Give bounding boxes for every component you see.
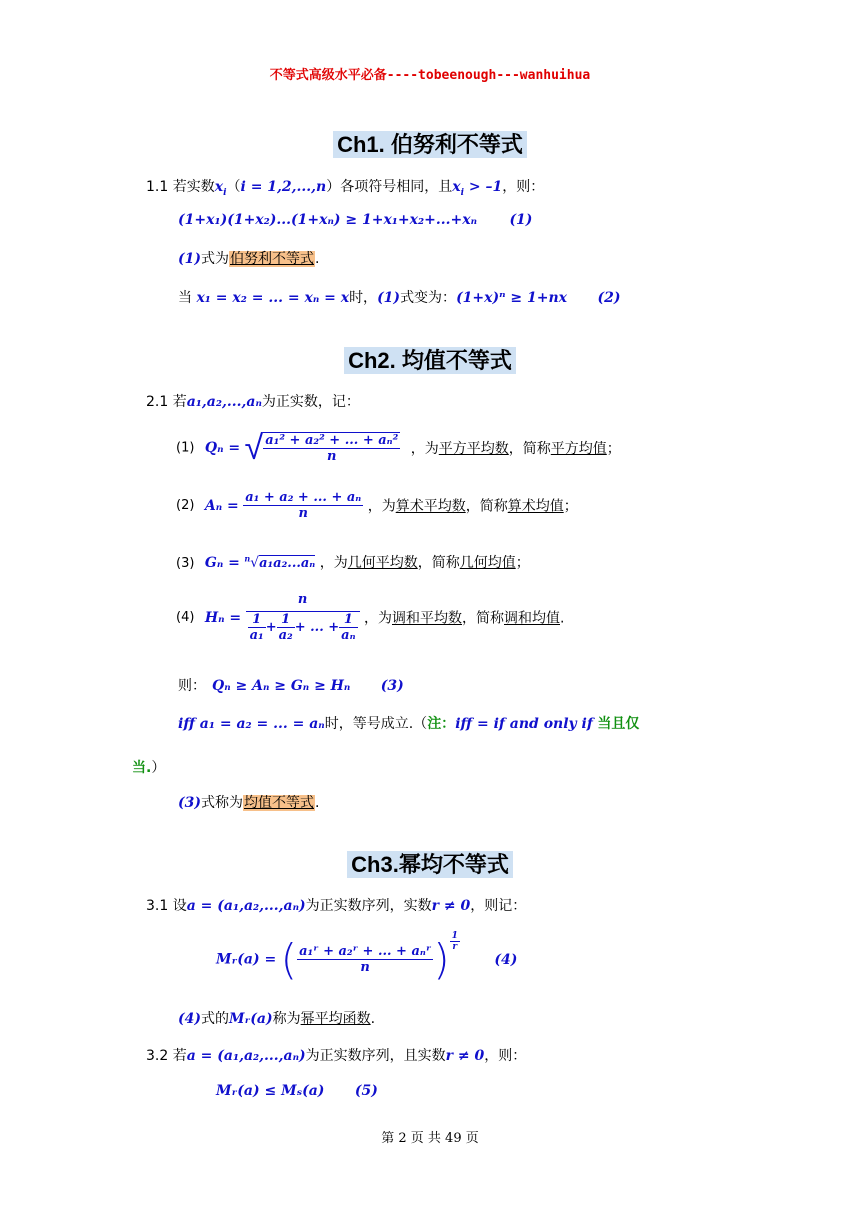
section-title-ch1: Ch1. 伯努利不等式 (333, 131, 527, 158)
ch1-line-1 (146, 176, 544, 198)
highlight-term: 伯努利不等式 (230, 251, 314, 267)
ch2-line-1: 2.1 若a₁,a₂,...,aₙ为正实数，记： (146, 394, 360, 410)
ch3-line-4: 3.2 若a = (a₁,a₂,...,aₙ)为正实数序列，且实数r ≠ 0，则： (146, 1048, 527, 1064)
equation-number: (2) (597, 290, 621, 306)
page-header: 不等式高级水平必备----tobeenough---wanhuihua (269, 68, 591, 83)
section-title-ch2: Ch2. 均值不等式 (344, 347, 516, 374)
text: 若实数 (172, 179, 215, 195)
power-mean-formula: Mᵣ(a) = ( $\frac{\text{a₁ʳ + a₂ʳ + ... + aₙʳ}}{n}$ ) $\frac{1}{r}$ (4) (216, 931, 518, 984)
geometric-mean-def: (3) Gₙ = $^n$√a₁a₂...aₙ ，为几何平均数，简称几何均值； (176, 553, 530, 571)
ch3-line-3: (4)式的Mᵣ(a)称为幂平均函数. (178, 1011, 376, 1027)
math: $x_i > -1$ (452, 179, 503, 198)
page-footer: 第 2 页 共 49 页 (381, 1131, 479, 1146)
equation-number: (1) (509, 212, 533, 228)
arithmetic-mean-def: (2) Aₙ = $\frac{\text{a₁ + a₂ + ... + aₙ}}{n}$ ，为算术平均数，简称算术均值； (176, 490, 578, 521)
ch1-line-3: (1)式为伯努利不等式. (178, 251, 320, 267)
math: i = 1,2,...,n (240, 179, 327, 195)
math: $x_i$ (214, 179, 227, 198)
text: （ (226, 179, 241, 195)
ch3-line-1: 3.1 设a = (a₁,a₂,...,aₙ)为正实数序列，实数r ≠ 0，则记： (146, 898, 527, 914)
text: ，则： (502, 179, 545, 195)
highlight-term: 均值不等式 (244, 795, 314, 811)
quadratic-mean-def: (1) Qₙ = √ $\frac{\text{a₁² + a₂² + ... + aₙ²}}{n}$ ，为平方平均数，简称平方均值； (176, 428, 621, 468)
harmonic-mean-def: (4) Hₙ = n $\frac{1}{\text{a₁}}$ + $\frac{1}{\text{a₂}}$ + ... + $\frac{1}{\text{aₙ}}$ ，为调和平均数，简称调和均值. (176, 592, 565, 643)
item-number: 1.1 (146, 179, 169, 195)
ch2-closing: (3)式称为均值不等式. (178, 795, 320, 811)
section-title-ch3: Ch3.幂均不等式 (347, 851, 513, 878)
ch1-line-4: 当 x₁ = x₂ = ... = xₙ = x时，(1)式变为：(1+x)ⁿ ≥ 1+nx (2) (178, 290, 621, 306)
equality-condition-cont: 当.） (132, 760, 166, 776)
text: ）各项符号相同，且 (326, 179, 453, 195)
equality-condition: iff a₁ = a₂ = ... = aₙ时，等号成立.（注：iff = if and only if 当且仅 (178, 716, 640, 732)
inequality-chain: 则： Qₙ ≥ Aₙ ≥ Gₙ ≥ Hₙ (3) (178, 678, 404, 694)
power-mean-inequality: Mᵣ(a) ≤ Mₛ(a) (5) (216, 1083, 378, 1099)
formula-1: (1+x₁)(1+x₂)...(1+xₙ) ≥ 1+x₁+x₂+...+xₙ (1) (178, 212, 533, 228)
